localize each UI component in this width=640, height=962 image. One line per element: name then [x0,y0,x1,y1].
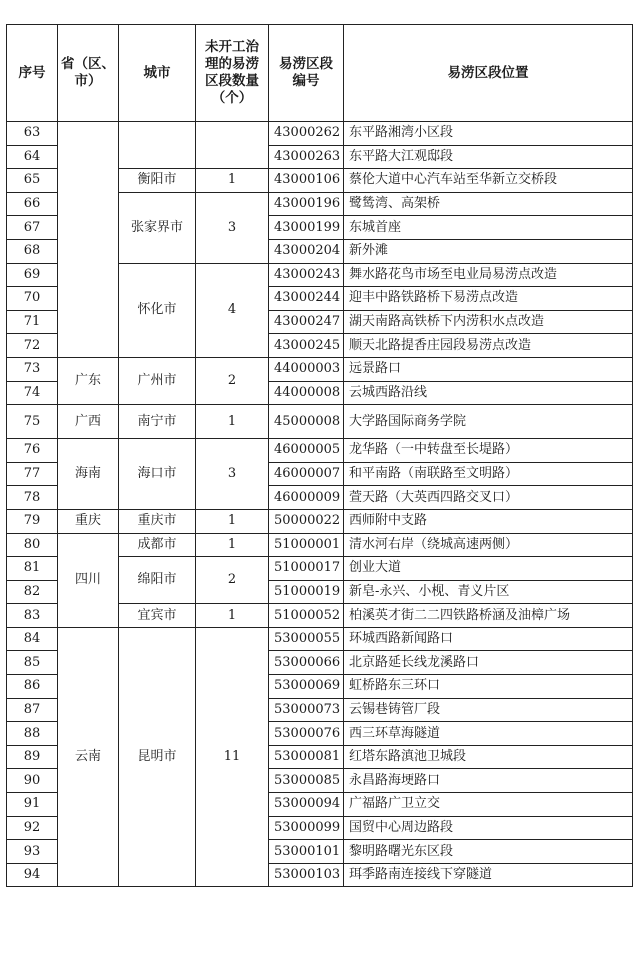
header-row [7,25,633,122]
city-cell: 宜宾市 [119,604,196,628]
location-cell: 虹桥路东三环口 [344,675,633,699]
province-cell [58,122,119,358]
location-cell: 大学路国际商务学院 [344,405,633,439]
seq-cell: 79 [7,509,58,533]
table-row [7,533,633,557]
location-cell: 东平路湘湾小区段 [344,122,633,146]
seq-cell: 93 [7,840,58,864]
province-cell: 四川 [58,533,119,627]
location-cell: 迎丰中路铁路桥下易涝点改造 [344,287,633,311]
seq-cell: 67 [7,216,58,240]
code-cell: 51000019 [269,580,344,604]
location-cell: 广福路广卫立交 [344,793,633,817]
location-cell: 龙华路（一中转盘至长堤路） [344,439,633,463]
province-cell: 海南 [58,439,119,510]
province-cell: 重庆 [58,509,119,533]
seq-cell: 86 [7,675,58,699]
city-cell: 怀化市 [119,263,196,357]
seq-cell: 69 [7,263,58,287]
code-cell: 43000196 [269,192,344,216]
location-cell: 红塔东路滇池卫城段 [344,745,633,769]
code-cell: 45000008 [269,405,344,439]
code-cell: 53000055 [269,627,344,651]
table-row [7,405,633,439]
location-cell: 创业大道 [344,557,633,581]
code-cell: 51000001 [269,533,344,557]
seq-cell: 91 [7,793,58,817]
location-cell: 国贸中心周边路段 [344,816,633,840]
code-cell: 53000103 [269,863,344,887]
city-cell: 张家界市 [119,192,196,263]
code-cell: 43000204 [269,239,344,263]
code-cell: 43000245 [269,334,344,358]
count-cell: 1 [196,533,269,557]
location-cell: 顺天北路提香庄园段易涝点改造 [344,334,633,358]
count-cell: 3 [196,439,269,510]
location-cell: 环城西路新闻路口 [344,627,633,651]
code-cell: 53000069 [269,675,344,699]
location-cell: 和平南路（南联路至文明路） [344,462,633,486]
seq-cell: 92 [7,816,58,840]
code-cell: 50000022 [269,509,344,533]
seq-cell: 75 [7,405,58,439]
location-cell: 舞水路花鸟市场至电业局易涝点改造 [344,263,633,287]
location-cell: 珥季路南连接线下穿隧道 [344,863,633,887]
header-code: 易涝区段 编号 [269,25,344,122]
seq-cell: 64 [7,145,58,169]
seq-cell: 87 [7,698,58,722]
province-cell: 广西 [58,405,119,439]
count-cell: 4 [196,263,269,357]
code-cell: 43000106 [269,169,344,193]
table-row [7,627,633,651]
seq-cell: 82 [7,580,58,604]
location-cell: 云城西路沿线 [344,381,633,405]
header-seq: 序号 [7,25,58,122]
code-cell: 53000073 [269,698,344,722]
location-cell: 湖天南路高铁桥下内涝积水点改造 [344,310,633,334]
seq-cell: 73 [7,357,58,381]
code-cell: 53000094 [269,793,344,817]
table-row [7,357,633,381]
seq-cell: 76 [7,439,58,463]
flood-points-table [6,24,633,887]
seq-cell: 68 [7,239,58,263]
city-cell: 衡阳市 [119,169,196,193]
seq-cell: 63 [7,122,58,146]
code-cell: 53000076 [269,722,344,746]
seq-cell: 78 [7,486,58,510]
code-cell: 46000009 [269,486,344,510]
seq-cell: 71 [7,310,58,334]
seq-cell: 70 [7,287,58,311]
count-cell: 1 [196,604,269,628]
location-cell: 西三环草海隧道 [344,722,633,746]
header-count: 未开工治 理的易涝 区段数量 （个） [196,25,269,122]
province-cell: 广东 [58,357,119,404]
city-cell: 成都市 [119,533,196,557]
city-cell: 重庆市 [119,509,196,533]
city-cell: 海口市 [119,439,196,510]
location-cell: 清水河右岸（绕城高速两侧） [344,533,633,557]
location-cell: 东城首座 [344,216,633,240]
location-cell: 永昌路海埂路口 [344,769,633,793]
code-cell: 51000017 [269,557,344,581]
code-cell: 44000008 [269,381,344,405]
count-cell: 2 [196,357,269,404]
count-cell: 2 [196,557,269,604]
count-cell [196,122,269,169]
seq-cell: 74 [7,381,58,405]
location-cell: 西师附中支路 [344,509,633,533]
count-cell: 1 [196,169,269,193]
city-cell: 绵阳市 [119,557,196,604]
location-cell: 新外滩 [344,239,633,263]
location-cell: 萱天路（大英西四路交叉口） [344,486,633,510]
location-cell: 鹭鸶湾、高架桥 [344,192,633,216]
location-cell: 北京路延长线龙溪路口 [344,651,633,675]
code-cell: 43000263 [269,145,344,169]
seq-cell: 88 [7,722,58,746]
province-cell: 云南 [58,627,119,887]
location-cell: 蔡伦大道中心汽车站至华新立交桥段 [344,169,633,193]
table-row [7,509,633,533]
count-cell: 3 [196,192,269,263]
header-location: 易涝区段位置 [344,25,633,122]
code-cell: 53000066 [269,651,344,675]
code-cell: 53000099 [269,816,344,840]
seq-cell: 94 [7,863,58,887]
seq-cell: 80 [7,533,58,557]
count-cell: 1 [196,405,269,439]
seq-cell: 85 [7,651,58,675]
seq-cell: 84 [7,627,58,651]
seq-cell: 89 [7,745,58,769]
seq-cell: 66 [7,192,58,216]
code-cell: 53000101 [269,840,344,864]
location-cell: 东平路大江观邸段 [344,145,633,169]
code-cell: 53000081 [269,745,344,769]
code-cell: 51000052 [269,604,344,628]
location-cell: 远景路口 [344,357,633,381]
city-cell: 广州市 [119,357,196,404]
table-row [7,439,633,463]
count-cell: 1 [196,509,269,533]
city-cell: 昆明市 [119,627,196,887]
location-cell: 柏溪英才街二二四铁路桥涵及油樟广场 [344,604,633,628]
location-cell: 黎明路曙光东区段 [344,840,633,864]
code-cell: 43000244 [269,287,344,311]
count-cell: 11 [196,627,269,887]
seq-cell: 81 [7,557,58,581]
code-cell: 44000003 [269,357,344,381]
location-cell: 云锡巷铸管厂段 [344,698,633,722]
code-cell: 46000007 [269,462,344,486]
seq-cell: 77 [7,462,58,486]
city-cell: 南宁市 [119,405,196,439]
code-cell: 46000005 [269,439,344,463]
code-cell: 43000262 [269,122,344,146]
code-cell: 43000247 [269,310,344,334]
seq-cell: 83 [7,604,58,628]
code-cell: 53000085 [269,769,344,793]
location-cell: 新皂-永兴、小枧、青义片区 [344,580,633,604]
code-cell: 43000243 [269,263,344,287]
header-province: 省（区、 市） [58,25,119,122]
seq-cell: 65 [7,169,58,193]
city-cell [119,122,196,169]
seq-cell: 72 [7,334,58,358]
seq-cell: 90 [7,769,58,793]
table-row [7,122,633,146]
code-cell: 43000199 [269,216,344,240]
header-city: 城市 [119,25,196,122]
